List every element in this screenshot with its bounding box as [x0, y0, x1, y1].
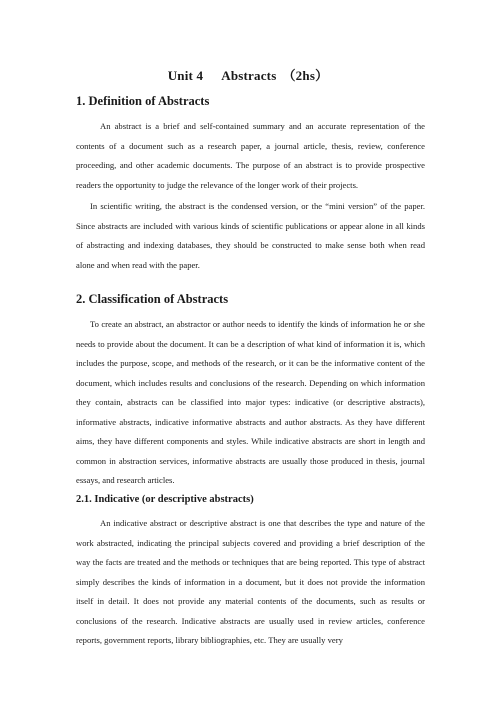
- section-2-1-heading: 2.1. Indicative (or descriptive abstracts): [76, 494, 254, 505]
- section-2-heading: 2. Classification of Abstracts: [76, 292, 229, 306]
- section-1-paragraph-2: In scientific writing, the abstract is the condensed version, or the “mini version” of the paper. Since abstracts are included with various kinds of scientific publications or appear alone in all kinds of abstracting and indexing databases, they should be constructed to make sense both when read alone and when read with the paper.: [76, 201, 425, 270]
- section-1-heading: 1. Definition of Abstracts: [76, 94, 210, 108]
- section-1-paragraph-1: An abstract is a brief and self-contained summary and an accurate representation of the contents of a document such as a research paper, a journal article, thesis, review, conference proceeding, and other academic documents. The purpose of an abstract is to provide prospective readers the opportunity to judge the relevance of the longer work of their projects.: [76, 121, 425, 190]
- page-title: [0, 65, 496, 84]
- section-2-1-paragraph-1: An indicative abstract or descriptive abstract is one that describes the type and nature of the work abstracted, indicating the principal subjects covered and providing a brief description of the way the facts are treated and the methods or techniques that are being reported. This type of abstract simply describes the kinds of information in a document, but it does not provide the information itself in detail. It does not provide any material contents of the documents, such as results or conclusions of the research. Indicative abstracts are usually used in review articles, conference reports, government reports, library bibliographies, etc. They are usually very: [76, 518, 425, 645]
- section-2-paragraph-1: To create an abstract, an abstractor or author needs to identify the kinds of information he or she needs to provide about the document. It can be a description of what kind of information it is, which includes the purpose, scope, and methods of the research, or it can be the informative content of the document, which includes results and conclusions of the research. Depending on which information they contain, abstracts can be classified into major types: indicative (or descriptive abstracts), informative abstracts, indicative informative abstracts and author abstracts. As they have different aims, they have different components and styles. While indicative abstracts are short in length and common in abstraction services, informative abstracts are usually those produced in thesis, journal essays, and research articles.: [76, 319, 425, 485]
- title-unit: Unit 4: [167, 68, 204, 83]
- title-topic: Abstracts: [221, 68, 277, 83]
- title-hours: （2hs）: [282, 68, 329, 83]
